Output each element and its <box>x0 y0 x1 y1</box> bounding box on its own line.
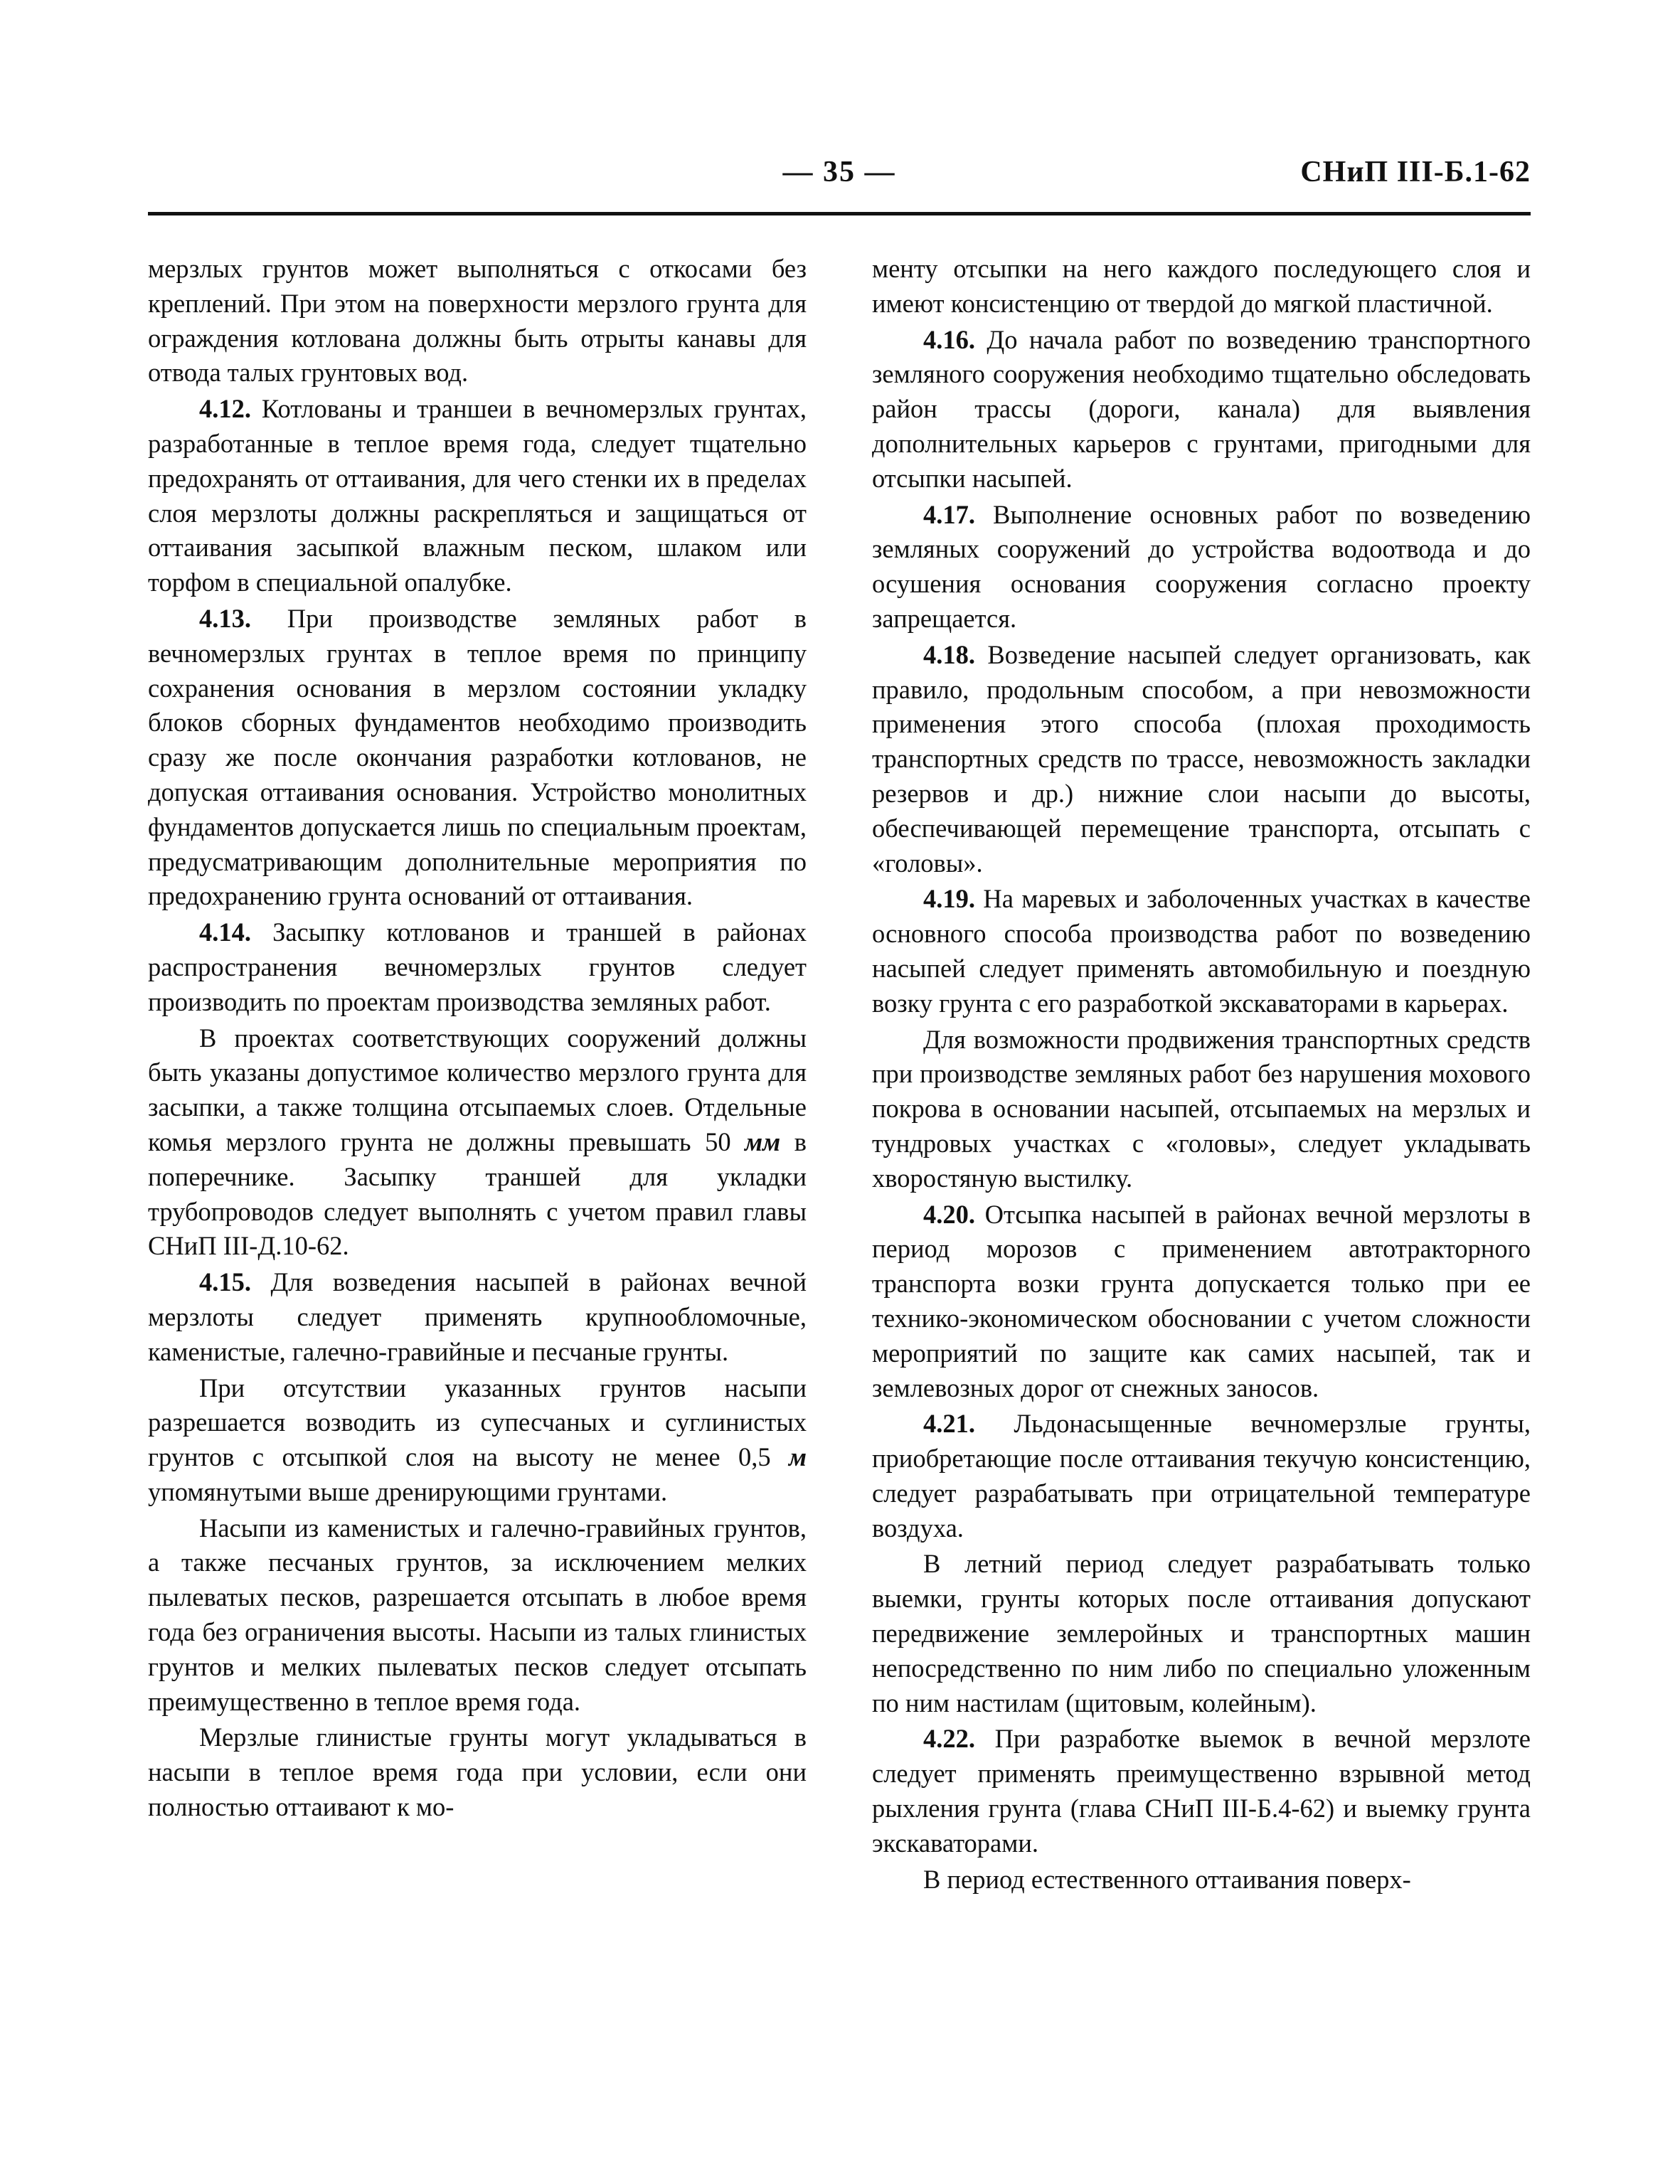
paragraph: мерзлых грунтов может выполняться с откосами без креплений. При этом на поверхности мерзлого грунта для ограждения котлована должны быть отрыты канавы для отвода талых грунтовых вод. <box>148 254 807 388</box>
paragraph: Для возможности продвижения транспортных средств при производстве земляных работ без нарушения мохового покрова в основании насыпей, отсыпаемых на мерзлых и тундровых участках с «головы», следует укладывать хворостяную выстилку. <box>872 1024 1531 1193</box>
page-number: — 35 — <box>782 156 896 188</box>
clause-4-16: 4.16. До начала работ по возведению транспортного земляного сооружения необходимо тщательно обследовать район трассы (дороги, канала) для выявления дополнительных карьеров с грунтами, пригодными для отсыпки насыпей. <box>872 324 1531 493</box>
paragraph: В проектах соответствующих сооружений должны быть указаны допустимое количество мерзлого грунта для засыпки, а также толщина отсыпаемых слоев. Отдельные комья мерзлого грунта не должны превышать 50 мм в поперечнике. Засыпку траншей для укладки трубопроводов следует выполнять с учетом правил главы СНиП III-Д.10-62. <box>148 1023 807 1261</box>
clause-4-21: 4.21. Льдонасыщенные вечномерзлые грунты, приобретающие после оттаивания текучую консистенцию, следует разрабатывать при отрицательной температуре воздуха. <box>872 1409 1531 1543</box>
page-header <box>148 155 1531 212</box>
clause-4-20: 4.20. Отсыпка насыпей в районах вечной мерзлоты в период морозов с применением автотракторного транспорта возки грунта допускается только при ее технико-экономическом обосновании с учетом сложности мероприятий по защите как самих насыпей, так и землевозных дорог от снежных заносов. <box>872 1199 1531 1402</box>
clause-4-19: 4.19. На маревых и заболоченных участках в качестве основного способа производства работ по возведению насыпей следует применять автомобильную и поездную возку грунта с его разработкой экскаваторами в карьерах. <box>872 884 1531 1018</box>
left-column <box>148 252 807 1825</box>
clause-4-13: 4.13. При производстве земляных работ в вечномерзлых грунтах в теплое время по принципу сохранения основания в мерзлом состоянии укладку блоков сборных фундаментов необходимо производить сразу же после окончания разработки котлованов, не допуская оттаивания основания. Устройство монолитных фундаментов допускается лишь по специальным проектам, предусматривающим дополнительные мероприятия по предохранению грунта оснований от оттаивания. <box>148 603 807 911</box>
clause-4-17: 4.17. Выполнение основных работ по возведению земляных сооружений до устройства водоотвода и до осушения основания сооружения согласно проекту запрещается. <box>872 499 1531 633</box>
paragraph: менту отсыпки на него каждого последующего слоя и имеют консистенцию от твердой до мягкой пластичной. <box>872 254 1531 318</box>
paragraph: Насыпи из каменистых и галечно-гравийных грунтов, а также песчаных грунтов, за исключением мелких пылеватых песков, разрешается отсыпать в любое время года без ограничения высоты. Насыпи из талых глинистых грунтов и мелких пылеватых песков следует отсыпать преимущественно в теплое время года. <box>148 1513 807 1716</box>
paragraph: В летний период следует разрабатывать только выемки, грунты которых после оттаивания допускают передвижение землеройных и транспортных машин непосредственно по ним либо по специально уложенным по ним настилам (щитовым, колейным). <box>872 1549 1531 1717</box>
clause-4-15: 4.15. Для возведения насыпей в районах вечной мерзлоты следует применять крупнообломочные, каменистые, галечно-гравийные и песчаные грунты. <box>148 1267 807 1366</box>
document-code: СНиП III-Б.1-62 <box>1300 156 1531 188</box>
paragraph: При отсутствии указанных грунтов насыпи разрешается возводить из супесчаных и суглинистых грунтов с отсыпкой слоя на высоту не менее 0,5 м упомянутыми выше дренирующими грунтами. <box>148 1373 807 1506</box>
clause-4-18: 4.18. Возведение насыпей следует организовать, как правило, продольным способом, а при невозможности применения этого способа (плохая проходимость транспортных средств по трассе, невозможность закладки резервов и др.) нижние слои насыпи до высоты, обеспечивающей перемещение транспорта, отсыпать с «головы». <box>872 639 1531 878</box>
header-rule <box>148 212 1531 215</box>
clause-4-22: 4.22. При разработке выемок в вечной мерзлоте следует применять преимущественно взрывной метод рыхления грунта (глава СНиП III-Б.4-62) и выемку грунта экскаваторами. <box>872 1724 1531 1858</box>
right-column <box>872 252 1531 1897</box>
paragraph: Мерзлые глинистые грунты могут укладываться в насыпи в теплое время года при условии, если они полностью оттаивают к мо- <box>148 1722 807 1822</box>
paragraph: В период естественного оттаивания поверх- <box>923 1864 1411 1894</box>
clause-4-12: 4.12. Котлованы и траншеи в вечномерзлых грунтах, разработанные в теплое время года, следует тщательно предохранять от оттаивания, для чего стенки их в пределах слоя мерзлоты должны раскрепляться и защищаться от оттаивания засыпкой влажным песком, шлаком или торфом в специальной опалубке. <box>148 394 807 597</box>
clause-4-14: 4.14. Засыпку котлованов и траншей в районах распространения вечномерзлых грунтов следует производить по проектам производства земляных работ. <box>148 917 807 1016</box>
